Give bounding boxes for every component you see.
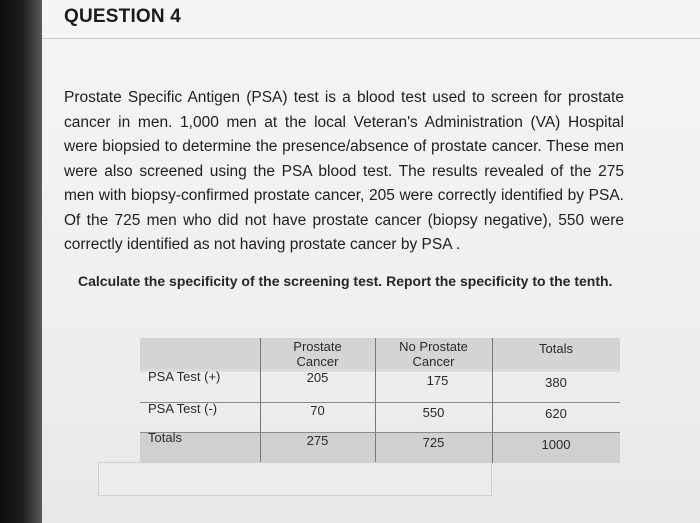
row-label-psa-negative: PSA Test (-) [148,401,218,416]
photo-dark-edge [0,0,42,523]
cell-negative-total: 620 [545,406,567,421]
cell-negative-cancer: 70 [310,403,325,418]
title-divider [42,38,700,39]
cell-negative-no-cancer: 550 [422,405,445,420]
header-no-prostate-cancer [375,339,492,369]
header-totals: Totals [539,341,573,356]
header-prostate-cancer-line1: Prostate [293,339,342,354]
row-label-psa-positive: PSA Test (+) [148,369,221,384]
cell-grand-total: 1000 [541,437,571,452]
header-prostate-cancer-line2: Cancer [296,354,339,369]
answer-input[interactable] [98,462,492,496]
question-prompt: Calculate the specificity of the screening test. Report the specificity to the tenth. [78,273,613,289]
header-prostate-cancer [260,339,375,369]
header-no-prostate-cancer-line2: Cancer [412,354,455,369]
cell-total-no-cancer: 725 [422,435,445,450]
contingency-table [140,338,620,463]
question-title: QUESTION 4 [64,6,182,27]
table-hline-2 [140,432,620,433]
cell-total-cancer: 275 [306,433,329,448]
question-paragraph: Prostate Specific Antigen (PSA) test is a blood test used to screen for prostate cancer in men. 1,000 men at the local Veteran's Administration (VA) Hospital were biopsied to determine the presence/absence of prostate cancer. These men were also screened using the PSA blood test. The results revealed of the 275 men with biopsy-confirmed prostate cancer, 205 were correctly identified by PSA. Of the 725 men who did not have prostate cancer (biopsy negative), 550 were correctly identified as not having prostate cancer by PSA . [64,89,624,253]
cell-positive-no-cancer: 175 [426,373,449,388]
header-no-prostate-cancer-line1: No Prostate [399,339,468,354]
cell-positive-cancer: 205 [306,370,329,385]
row-label-totals: Totals [148,430,182,445]
cell-positive-total: 380 [545,375,567,390]
